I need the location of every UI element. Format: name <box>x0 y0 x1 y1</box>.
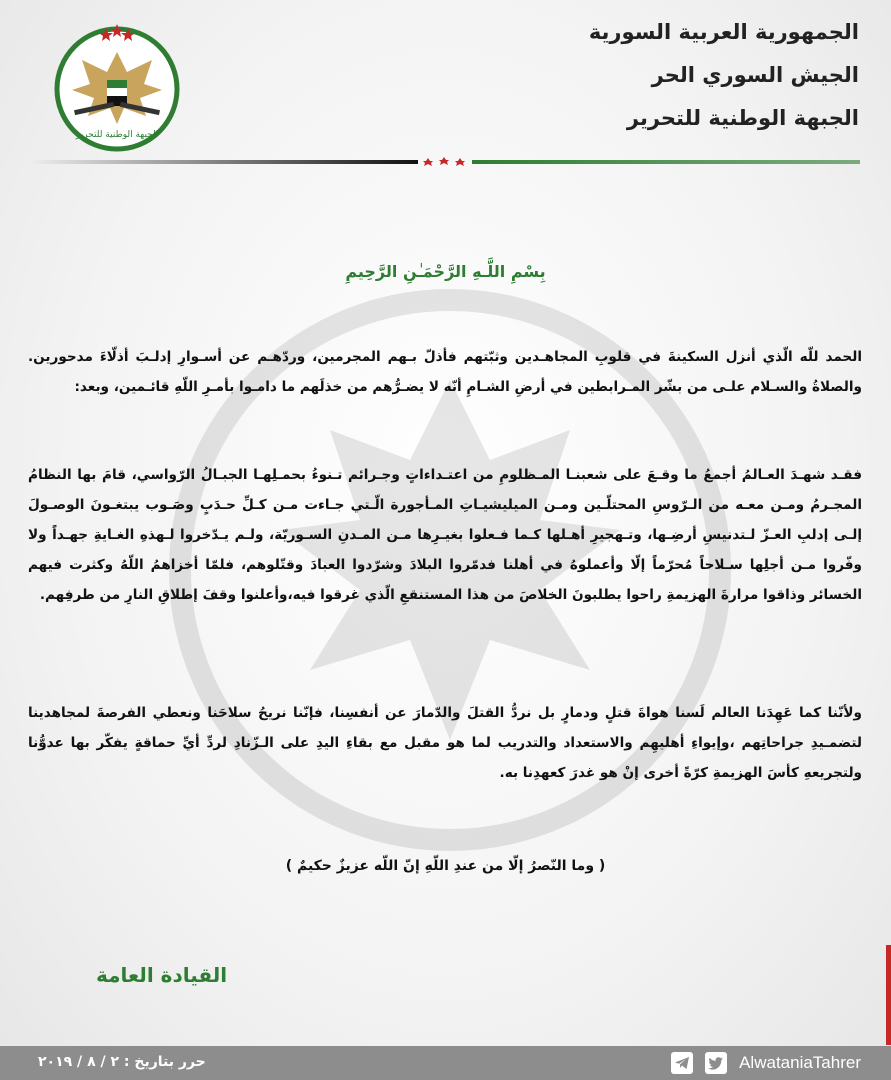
header-divider <box>30 157 860 167</box>
footer <box>0 1046 891 1080</box>
basmala: بِسْمِ اللَّـهِ الرَّحْمَـٰنِ الرَّحِيمِ <box>345 262 546 281</box>
signature: القيادة العامة <box>96 963 228 987</box>
footer-handle[interactable]: AlwataniaTahrer <box>739 1053 861 1072</box>
paragraph-3: ولأنّنا كما عَهِدَنا العالم لَسنا هواةَ قتلٍ ودمارٍ بل نردُّ القتلَ والدّمارَ عن أنفسِنا، فإنّنا نريحُ سلاحَنا ونعطي الفرصةَ لمجاهدينا لتضمـيدِ جراحاتِهم ،وإيواءِ أهليهِم والاستعداد والتدريب لما هو مقبل مع بقاءِ اليدِ على الـزّنادِ لردِّ أيِّ حماقةٍ يفكّر بها عدوُّنا ولتجريعهِ كأسَ الهزيمةِ كرّةً أخرى إنْ هو غدرَ كعهدِنا به. <box>28 705 862 781</box>
header-line-3: الجبهة الوطنية للتحرير <box>626 106 859 130</box>
logo-text: الجبهة الوطنية للتحرير <box>75 130 159 140</box>
footer-social <box>671 1052 861 1074</box>
telegram-icon[interactable] <box>671 1052 693 1074</box>
header-line-2: الجيش السوري الحر <box>651 63 859 87</box>
header-line-1: الجمهورية العربية السورية <box>588 20 859 44</box>
paragraph-1: الحمد للّه الّذي أنزل السكينةَ في قلوبِ المجاهـدين وثبّتهم فأذلّ بـهم المجرمين، وردّهـم عن أسـوارِ إدلـبَ أذلّاءَ مدحورين. والصلاةُ والسـلام علـى من بشّر المـرابطين في أرضِ الشـامِ أنّه لا يضـرُّهم من خذلَهم ما دامـوا بأمـرِ اللّهِ قائـمين، وبعد: <box>28 349 862 395</box>
logo-emblem <box>52 24 182 154</box>
footer-date: حرر بتاريخ : ٢ / ٨ / ٢٠١٩ <box>38 1054 206 1070</box>
paragraph-2: فقـد شهـدَ العـالمُ أجمعُ ما وقـعَ على شعبنـا المـظلومِ من اعتـداءاتٍ وجـرائم تـنوءُ بحمـلِهـا الجبـالُ الرّواسي، قامَ بها النظامُ المجـرمُ ومـن معـه من الـرّوسِ المحتلّـين ومـن الميليشيـاتِ المـأجورة الّـتي جـاءت مـن كـلِّ حـدَبٍ وصَـوب يبتغـونَ الوصـولَ إلـى إدلبِ العـزّ لـتدنيسِ أرضِـها، وتـهجيرِ أهـلها كـما فـعلوا بغيـرِها مـن المـدنِ السـوريّة، ولـم يـدّخروا لـهذهِ الغـايةِ جهـداً ولا وفّروا مـن أجلِها سـلاحاً مُحرّماً إلّا وأعملوهُ في أهلنا فدمّروا البلادَ وشرّدوا العبادَ وقتّلوهم، فلمّا أخزاهمُ اللّهُ وكثرت فيهم الخسائر وذاقوا مرارةَ الهزيمةِ راحوا يطلبونَ الخلاصَ من هذا المستنقعِ الّذي غرقوا فيه،وأعلنوا وقفَ إطلاقِ النارِ من طرفِهم. <box>28 467 862 603</box>
header-lines <box>589 22 859 151</box>
twitter-icon[interactable] <box>705 1052 727 1074</box>
accent-bar <box>886 945 891 1045</box>
quran-quote: ( وما النّصرُ إلّا من عندِ اللّهِ إنّ اللّه عزيزٌ حكيمٌ ) <box>285 858 606 874</box>
